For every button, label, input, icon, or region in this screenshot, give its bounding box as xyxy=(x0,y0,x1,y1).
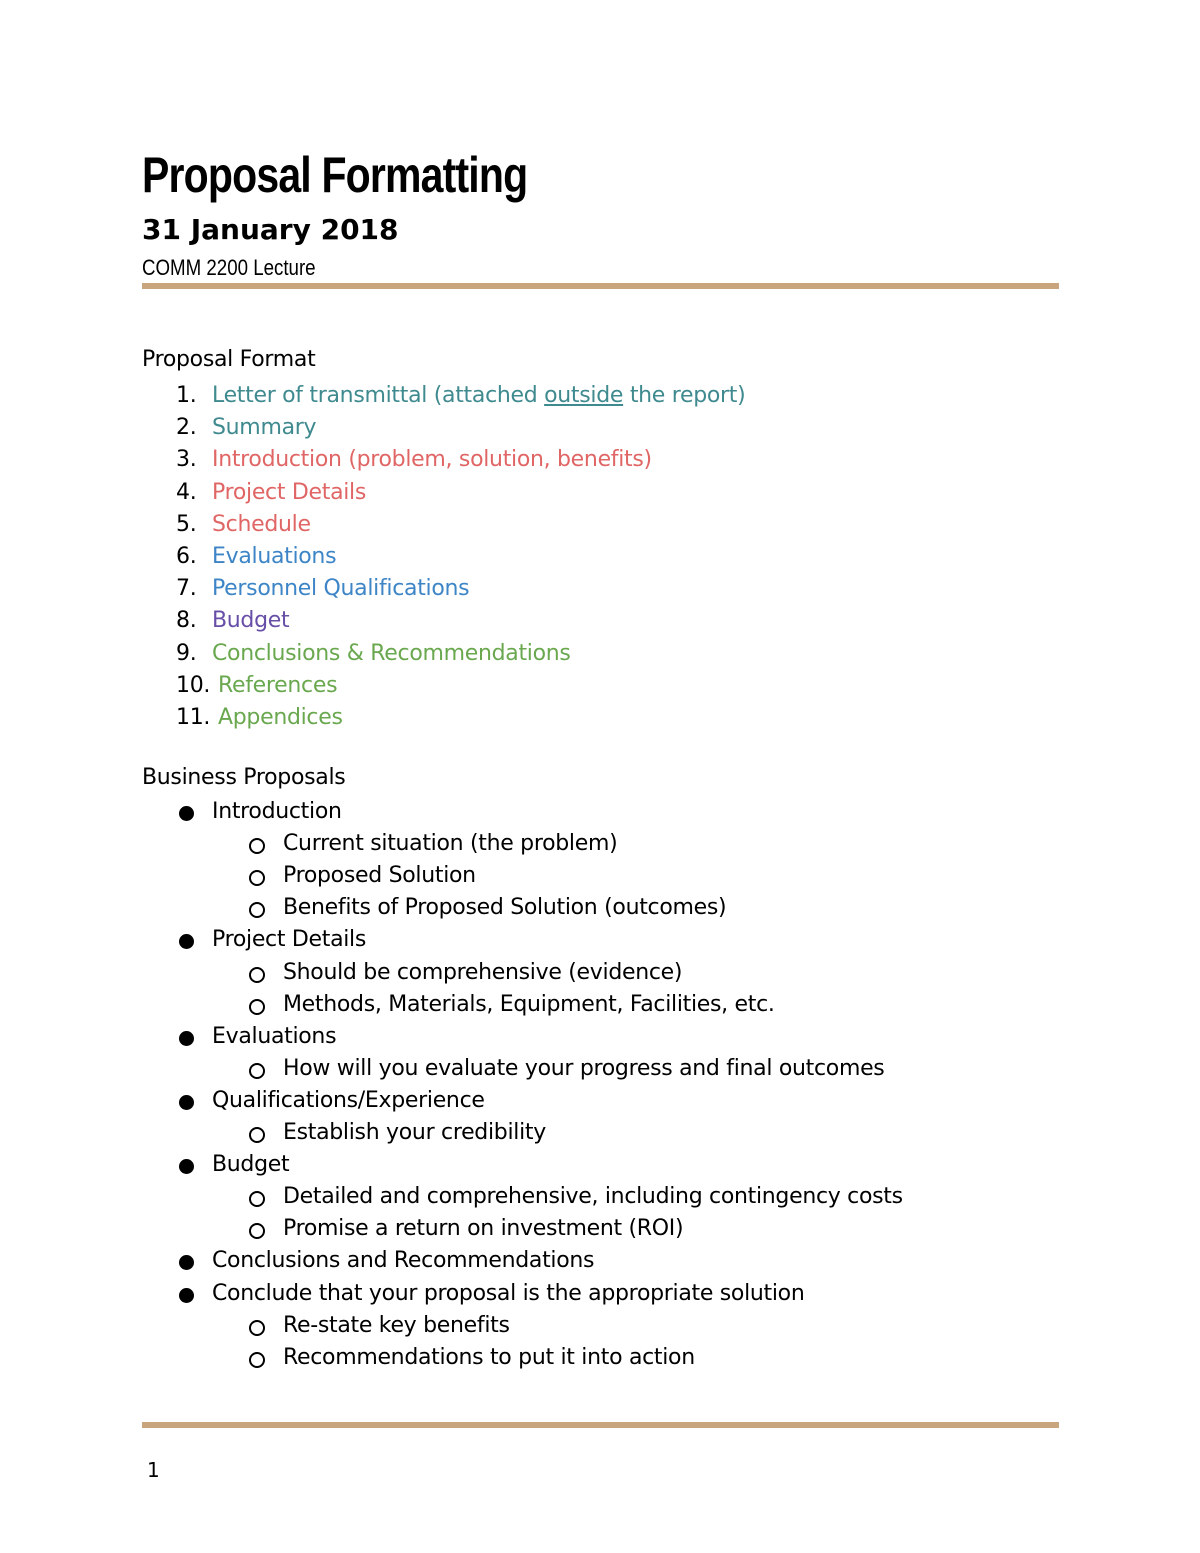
list-number: 10. xyxy=(176,672,211,698)
sub-list-item-label: Should be comprehensive (evidence) xyxy=(283,959,683,985)
list-item-label: Personnel Qualifications xyxy=(212,576,470,602)
page-title: Proposal Formatting xyxy=(142,147,528,203)
list-item-label: References xyxy=(218,672,338,698)
list-item-label: Project Details xyxy=(212,479,367,505)
list-item-label: Introduction (problem, solution, benefits) xyxy=(212,447,652,473)
list-item-label: Evaluations xyxy=(212,1023,337,1049)
header-divider xyxy=(142,283,1059,289)
sub-list-item-label: Benefits of Proposed Solution (outcomes) xyxy=(283,895,727,921)
list-number: 11. xyxy=(176,705,211,730)
hollow-bullet-icon xyxy=(249,1320,265,1336)
emphasis-underlined: outside xyxy=(544,383,624,408)
hollow-bullet-icon xyxy=(249,838,265,854)
filled-bullet-icon xyxy=(179,1031,194,1046)
sub-list-item-label: Proposed Solution xyxy=(283,863,476,889)
list-item-label: Appendices xyxy=(218,705,343,730)
hollow-bullet-icon xyxy=(249,1127,265,1143)
list-item-label: Qualifications/Experience xyxy=(212,1087,485,1113)
proposal-format-heading: Proposal Format xyxy=(142,347,316,372)
filled-bullet-icon xyxy=(179,1255,194,1270)
list-number: 4. xyxy=(176,479,197,505)
list-number: 3. xyxy=(176,447,197,473)
sub-list-item-label: Re-state key benefits xyxy=(283,1312,510,1338)
list-item-label: Conclude that your proposal is the appropriate solution xyxy=(212,1280,805,1306)
course-subtitle: COMM 2200 Lecture xyxy=(142,255,316,280)
list-number: 5. xyxy=(176,511,197,537)
list-number: 1. xyxy=(176,383,197,408)
hollow-bullet-icon xyxy=(249,870,265,886)
list-item-label: Conclusions and Recommendations xyxy=(212,1248,595,1274)
sub-list-item-label: Recommendations to put it into action xyxy=(283,1344,695,1370)
hollow-bullet-icon xyxy=(249,967,265,983)
footer-divider xyxy=(142,1422,1059,1428)
hollow-bullet-icon xyxy=(249,999,265,1015)
list-item-label: Conclusions & Recommendations xyxy=(212,640,571,666)
business-proposals-heading: Business Proposals xyxy=(142,765,346,790)
list-item-label: Budget xyxy=(212,1152,290,1178)
sub-list-item-label: Establish your credibility xyxy=(283,1120,546,1145)
filled-bullet-icon xyxy=(179,934,194,949)
hollow-bullet-icon xyxy=(249,1352,265,1368)
list-number: 2. xyxy=(176,415,197,441)
list-item-label: Introduction xyxy=(212,799,342,824)
list-item-label: Schedule xyxy=(212,511,311,537)
sub-list-item-label: Promise a return on investment (ROI) xyxy=(283,1216,684,1242)
filled-bullet-icon xyxy=(179,806,194,821)
list-number: 8. xyxy=(176,608,197,634)
sub-list-item-label: Current situation (the problem) xyxy=(283,831,618,857)
list-number: 7. xyxy=(176,576,197,602)
hollow-bullet-icon xyxy=(249,1191,265,1207)
list-item-label: Project Details xyxy=(212,927,367,953)
list-item-label: Summary xyxy=(212,415,317,441)
list-item-label: Letter of transmittal (attached outside the report) xyxy=(212,383,746,408)
lecture-date: 31 January 2018 xyxy=(142,213,399,246)
sub-list-item-label: How will you evaluate your progress and final outcomes xyxy=(283,1055,885,1081)
filled-bullet-icon xyxy=(179,1159,194,1174)
hollow-bullet-icon xyxy=(249,1223,265,1239)
sub-list-item-label: Methods, Materials, Equipment, Facilities, etc. xyxy=(283,991,775,1017)
filled-bullet-icon xyxy=(179,1288,194,1303)
list-item-label: Budget xyxy=(212,608,290,634)
hollow-bullet-icon xyxy=(249,1063,265,1079)
list-number: 9. xyxy=(176,640,197,666)
hollow-bullet-icon xyxy=(249,902,265,918)
sub-list-item-label: Detailed and comprehensive, including contingency costs xyxy=(283,1184,903,1210)
page-number: 1 xyxy=(147,1458,160,1482)
filled-bullet-icon xyxy=(179,1095,194,1110)
list-number: 6. xyxy=(176,544,197,569)
list-item-label: Evaluations xyxy=(212,544,337,569)
